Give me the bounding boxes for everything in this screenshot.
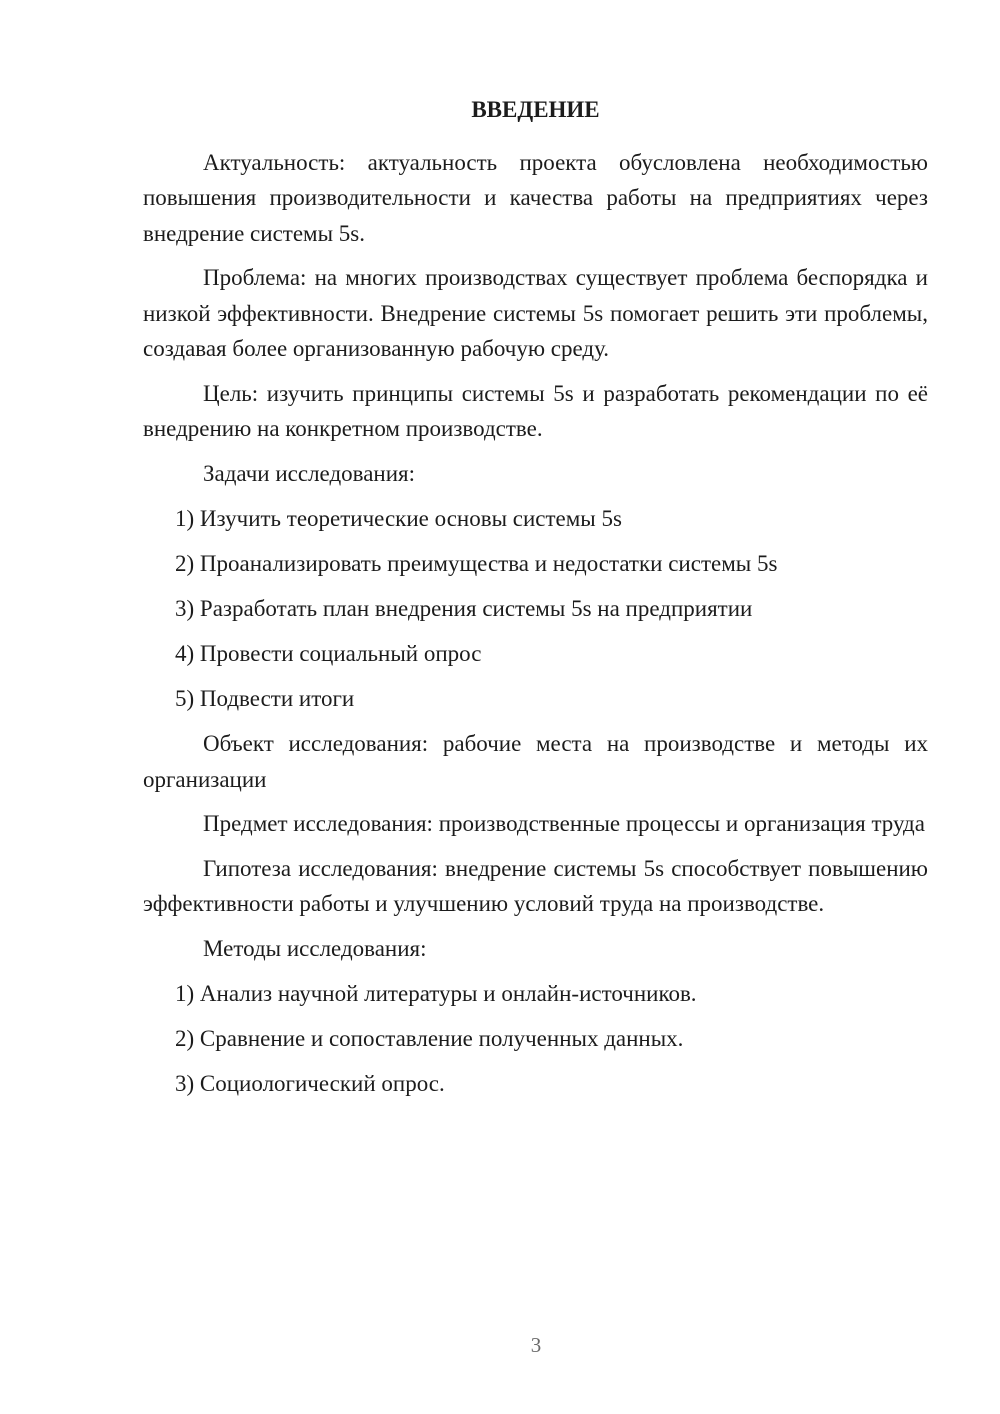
list-item: 2) Сравнение и сопоставление полученных данных. — [175, 1026, 684, 1051]
methods-heading: Методы исследования: — [203, 935, 427, 961]
list-item: 3) Разработать план внедрения системы 5s на предприятии — [175, 596, 753, 621]
list-item: 1) Изучить теоретические основы системы 5s — [175, 506, 622, 531]
paragraph-relevance: Актуальность: актуальность проекта обусловлена необходимостью повышения производительности и качества работы на предприятиях через внедрение системы 5s. — [143, 149, 928, 246]
list-item: 3) Социологический опрос. — [175, 1071, 445, 1096]
tasks-heading: Задачи исследования: — [203, 460, 416, 486]
list-item: 5) Подвести итоги — [175, 686, 355, 711]
list-item: 2) Проанализировать преимущества и недостатки системы 5s — [175, 551, 778, 576]
tasks-list — [143, 501, 928, 717]
page-number: 3 — [530, 1333, 542, 1357]
paragraph-problem: Проблема: на многих производствах существует проблема беспорядка и низкой эффективности. Внедрение системы 5s помогает решить эти проблемы, создавая более организованную рабочую среду. — [143, 265, 928, 361]
document-body — [143, 92, 928, 1111]
list-item: 1) Анализ научной литературы и онлайн-источников. — [175, 981, 697, 1006]
paragraph-subject: Предмет исследования: производственные процессы и организация труда — [203, 811, 925, 836]
paragraph-hypothesis: Гипотеза исследования: внедрение системы 5s способствует повышению эффективности работы и улучшению условий труда на производстве. — [143, 855, 928, 916]
section-title: ВВЕДЕНИЕ — [471, 97, 600, 122]
list-item: 4) Провести социальный опрос — [175, 641, 482, 666]
methods-list — [143, 976, 928, 1102]
paragraph-goal: Цель: изучить принципы системы 5s и разработать рекомендации по её внедрению на конкретном производстве. — [143, 380, 928, 441]
paragraph-object: Объект исследования: рабочие места на производстве и методы их организации — [143, 731, 928, 792]
